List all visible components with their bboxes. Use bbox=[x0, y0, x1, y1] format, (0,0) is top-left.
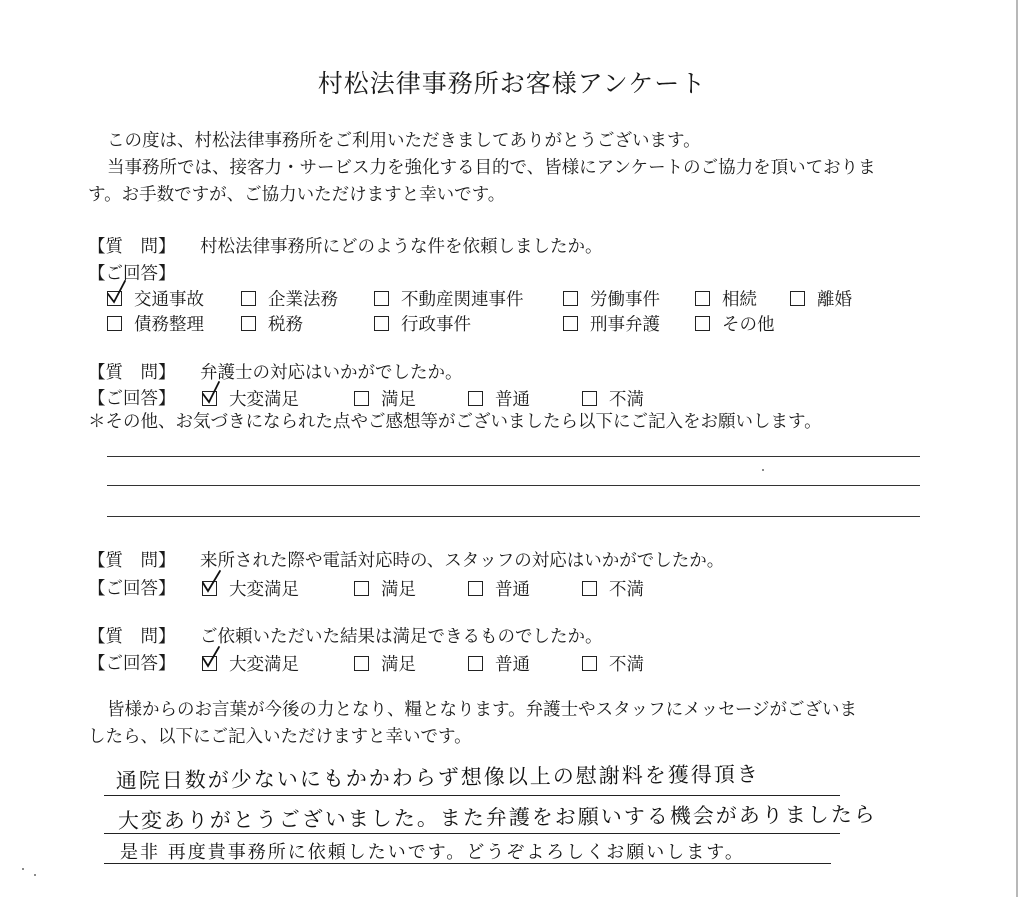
q4-option-dissatisfied[interactable] bbox=[582, 651, 644, 676]
checkbox-icon[interactable] bbox=[468, 391, 483, 406]
checkbox-checked-icon[interactable] bbox=[107, 291, 122, 306]
option-label: 大変満足 bbox=[229, 655, 299, 675]
scan-speck bbox=[762, 469, 764, 471]
q3-option-satisfied[interactable] bbox=[354, 576, 416, 601]
scan-speck bbox=[22, 868, 24, 870]
q2-option-average[interactable] bbox=[468, 386, 530, 411]
option-label: 交通事故 bbox=[134, 290, 204, 310]
q1-option-inheritance[interactable] bbox=[695, 286, 757, 311]
q4-answer-label: 【ご回答】 bbox=[88, 654, 176, 674]
scan-speck bbox=[34, 874, 36, 876]
option-label: 債務整理 bbox=[134, 315, 204, 335]
intro-line-1: この度は、村松法律事務所をご利用いただきましてありがとうございます。 bbox=[107, 131, 701, 151]
check-mark-icon bbox=[107, 280, 129, 306]
comment-line-1[interactable] bbox=[107, 456, 920, 457]
q4-option-very-satisfied[interactable] bbox=[202, 651, 299, 676]
q2-option-satisfied[interactable] bbox=[354, 386, 416, 411]
option-label: 企業法務 bbox=[268, 290, 338, 310]
q3-label: 【質 問】 bbox=[88, 551, 176, 571]
checkbox-icon[interactable] bbox=[354, 391, 369, 406]
message-line-2[interactable] bbox=[104, 833, 840, 834]
checkbox-icon[interactable] bbox=[468, 656, 483, 671]
checkbox-checked-icon[interactable] bbox=[202, 656, 217, 671]
checkbox-icon[interactable] bbox=[563, 291, 578, 306]
q1-question: 村松法律事務所にどのような件を依頼しましたか。 bbox=[200, 237, 603, 257]
q3-answer-label: 【ご回答】 bbox=[88, 579, 176, 599]
checkbox-checked-icon[interactable] bbox=[202, 391, 217, 406]
handwritten-line-3: 是非 再度貴事務所に依頼したいです。どうぞよろしくお願いします。 bbox=[120, 842, 745, 863]
checkbox-icon[interactable] bbox=[582, 656, 597, 671]
option-label: 満足 bbox=[381, 655, 416, 675]
option-label: 不満 bbox=[609, 390, 644, 410]
q3-question: 来所された際や電話対応時の、スタッフの対応はいかがでしたか。 bbox=[200, 551, 725, 571]
option-label: その他 bbox=[722, 315, 775, 335]
q3-option-very-satisfied[interactable] bbox=[202, 576, 299, 601]
q4-option-average[interactable] bbox=[468, 651, 530, 676]
option-label: 相続 bbox=[722, 290, 757, 310]
checkbox-icon[interactable] bbox=[374, 316, 389, 331]
checkbox-icon[interactable] bbox=[374, 291, 389, 306]
q1-answer-label: 【ご回答】 bbox=[88, 264, 176, 284]
q2-option-dissatisfied[interactable] bbox=[582, 386, 644, 411]
q1-option-corporate-law[interactable] bbox=[241, 286, 338, 311]
closing-line-1: 皆様からのお言葉が今後の力となり、糧となります。弁護士やスタッフにメッセージがございま bbox=[107, 700, 858, 720]
handwritten-line-1: 通院日数が少ないにもかかわらず想像以上の慰謝料を獲得頂き bbox=[115, 762, 760, 794]
intro-line-3: す。お手数ですが、ご協力いただけますと幸いです。 bbox=[88, 185, 506, 205]
q2-label: 【質 問】 bbox=[88, 363, 176, 383]
option-label: 刑事弁護 bbox=[590, 315, 660, 335]
checkbox-icon[interactable] bbox=[582, 581, 597, 596]
q1-option-administrative[interactable] bbox=[374, 311, 471, 336]
checkbox-checked-icon[interactable] bbox=[202, 581, 217, 596]
q2-option-very-satisfied[interactable] bbox=[202, 386, 299, 411]
option-label: 普通 bbox=[495, 390, 530, 410]
handwritten-line-2: 大変ありがとうございました。また弁護をお願いする機会がありましたら bbox=[117, 802, 877, 834]
closing-line-2: したら、以下にご記入いただけますと幸いです。 bbox=[88, 727, 472, 747]
q2-answer-label: 【ご回答】 bbox=[88, 389, 176, 409]
check-mark-icon bbox=[202, 570, 224, 596]
q1-label: 【質 問】 bbox=[88, 237, 176, 257]
comment-line-2[interactable] bbox=[107, 485, 920, 486]
comment-request-note: ＊その他、お気づきになられた点やご感想等がございましたら以下にご記入をお願いします。 bbox=[88, 412, 822, 432]
option-label: 普通 bbox=[495, 655, 530, 675]
option-label: 大変満足 bbox=[229, 580, 299, 600]
option-label: 満足 bbox=[381, 390, 416, 410]
option-label: 不満 bbox=[609, 655, 644, 675]
option-label: 労働事件 bbox=[590, 290, 660, 310]
scan-edge-line bbox=[1016, 0, 1018, 897]
q3-option-average[interactable] bbox=[468, 576, 530, 601]
checkbox-icon[interactable] bbox=[582, 391, 597, 406]
checkbox-icon[interactable] bbox=[695, 316, 710, 331]
q1-option-labor[interactable] bbox=[563, 286, 660, 311]
q2-question: 弁護士の対応はいかがでしたか。 bbox=[200, 363, 463, 383]
comment-line-3[interactable] bbox=[107, 516, 920, 517]
q4-option-satisfied[interactable] bbox=[354, 651, 416, 676]
option-label: 普通 bbox=[495, 580, 530, 600]
option-label: 満足 bbox=[381, 580, 416, 600]
option-label: 大変満足 bbox=[229, 390, 299, 410]
q3-option-dissatisfied[interactable] bbox=[582, 576, 644, 601]
q4-label: 【質 問】 bbox=[88, 627, 176, 647]
option-label: 離婚 bbox=[817, 290, 852, 310]
option-label: 不動産関連事件 bbox=[401, 290, 524, 310]
message-line-1[interactable] bbox=[104, 795, 840, 796]
checkbox-icon[interactable] bbox=[354, 581, 369, 596]
checkbox-icon[interactable] bbox=[468, 581, 483, 596]
check-mark-icon bbox=[202, 645, 224, 671]
checkbox-icon[interactable] bbox=[790, 291, 805, 306]
option-label: 税務 bbox=[268, 315, 303, 335]
checkbox-icon[interactable] bbox=[563, 316, 578, 331]
q1-option-real-estate[interactable] bbox=[374, 286, 524, 311]
check-mark-icon bbox=[202, 380, 224, 406]
checkbox-icon[interactable] bbox=[354, 656, 369, 671]
q1-option-other[interactable] bbox=[695, 311, 775, 336]
q4-question: ご依頼いただいた結果は満足できるものでしたか。 bbox=[200, 627, 603, 647]
q1-option-tax[interactable] bbox=[241, 311, 303, 336]
checkbox-icon[interactable] bbox=[241, 291, 256, 306]
q1-option-debt[interactable] bbox=[107, 311, 204, 336]
checkbox-icon[interactable] bbox=[241, 316, 256, 331]
checkbox-icon[interactable] bbox=[695, 291, 710, 306]
message-line-3[interactable] bbox=[104, 863, 831, 864]
intro-line-2: 当事務所では、接客力・サービス力を強化する目的で、皆様にアンケートのご協力を頂いておりま bbox=[107, 158, 876, 178]
survey-title: 村松法律事務所お客様アンケート bbox=[317, 69, 707, 98]
option-label: 不満 bbox=[609, 580, 644, 600]
q1-option-traffic-accident[interactable] bbox=[107, 286, 204, 311]
q1-option-divorce[interactable] bbox=[790, 286, 852, 311]
option-label: 行政事件 bbox=[401, 315, 471, 335]
q1-option-criminal-defense[interactable] bbox=[563, 311, 660, 336]
checkbox-icon[interactable] bbox=[107, 316, 122, 331]
